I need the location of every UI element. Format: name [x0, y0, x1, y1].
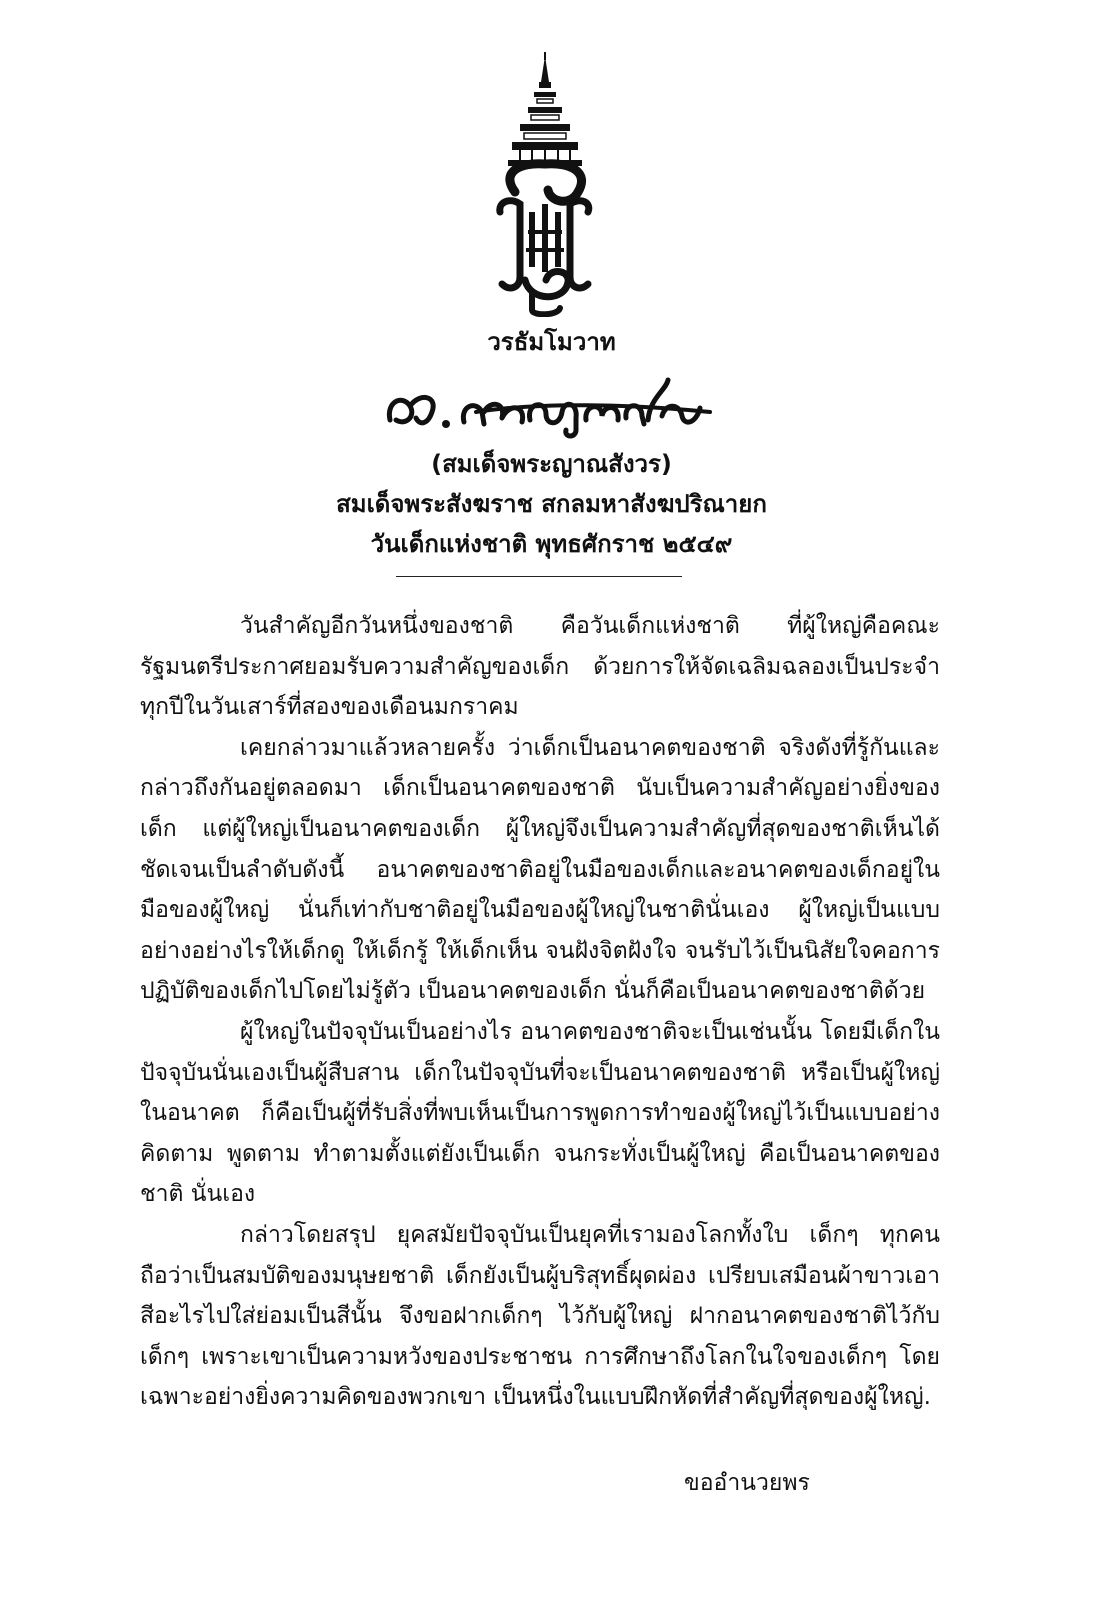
divider [396, 576, 682, 577]
message-body [140, 606, 940, 1418]
signatory-name: (สมเด็จพระญาณสังวร) [431, 450, 672, 478]
paragraph-4: กล่าวโดยสรุป ยุคสมัยปัจจุบันเป็นยุคที่เรามองโลกทั้งใบ เด็กๆ ทุกคนถือว่าเป็นสมบัติของมนุษยชาติ เด็กยังเป็นผู้บริสุทธิ์ผุดผ่อง เปรียบเสมือนผ้าขาวเอาสีอะไรไปใส่ย่อมเป็นสีนั้น จึงขอฝากเด็กๆ ไว้กับผู้ใหญ่ ฝากอนาคตของชาติไว้กับเด็กๆ เพราะเขาเป็นความหวังของประชาชน การศึกษาถึงโลกในใจของเด็กๆ โดยเฉพาะอย่างยิ่งความคิดของพวกเขา เป็นหนึ่งในแบบฝึกหัดที่สำคัญที่สุดของผู้ใหญ่. [140, 1221, 940, 1411]
signature-icon [380, 372, 720, 440]
paragraph-1: วันสำคัญอีกวันหนึ่งของชาติ คือวันเด็กแห่งชาติ ที่ผู้ใหญ่คือคณะรัฐมนตรีประกาศยอมรับความสำคัญของเด็ก ด้วยการให้จัดเฉลิมฉลองเป็นประจำทุกปีในวันเสาร์ที่สองของเดือนมกราคม [140, 613, 940, 721]
closing-blessing: ขออำนวยพร [684, 1470, 810, 1496]
document-title: วรธัมโมวาท [487, 328, 616, 356]
signatory-position: สมเด็จพระสังฆราช สกลมหาสังฆปริณายก [336, 490, 767, 518]
royal-emblem-icon [470, 52, 620, 317]
occasion-line: วันเด็กแห่งชาติ พุทธศักราช ๒๕๔๙ [370, 530, 733, 558]
paragraph-2: เคยกล่าวมาแล้วหลายครั้ง ว่าเด็กเป็นอนาคตของชาติ จริงดังที่รู้กันและกล่าวถึงกันอยู่ตลอดมา เด็กเป็นอนาคตของชาติ นับเป็นความสำคัญอย่างยิ่งของเด็ก แต่ผู้ใหญ่เป็นอนาคตของเด็ก ผู้ใหญ่จึงเป็นความสำคัญที่สุดของชาติเห็นได้ชัดเจนเป็นลำดับดังนี้ อนาคตของชาติอยู่ในมือของเด็กและอนาคตของเด็กอยู่ในมือของผู้ใหญ่ นั่นก็เท่ากับชาติอยู่ในมือของผู้ใหญ่ในชาตินั่นเอง ผู้ใหญ่เป็นแบบอย่างอย่างไรให้เด็กดู ให้เด็กรู้ ให้เด็กเห็น จนฝังจิตฝังใจ จนรับไว้เป็นนิสัยใจคอการปฏิบัติของเด็กไปโดยไม่รู้ตัว เป็นอนาคตของเด็ก นั่นก็คือเป็นอนาคตของชาติด้วย [140, 734, 940, 1005]
paragraph-3: ผู้ใหญ่ในปัจจุบันเป็นอย่างไร อนาคตของชาติจะเป็นเช่นนั้น โดยมีเด็กในปัจจุบันนั่นเองเป็นผู้สืบสาน เด็กในปัจจุบันที่จะเป็นอนาคตของชาติ หรือเป็นผู้ใหญ่ในอนาคต ก็คือเป็นผู้ที่รับสิ่งที่พบเห็นเป็นการพูดการทำของผู้ใหญ่ไว้เป็นแบบอย่างคิดตาม พูดตาม ทำตามตั้งแต่ยังเป็นเด็ก จนกระทั่งเป็นผู้ใหญ่ คือเป็นอนาคตของชาติ นั่นเอง [140, 1018, 940, 1208]
